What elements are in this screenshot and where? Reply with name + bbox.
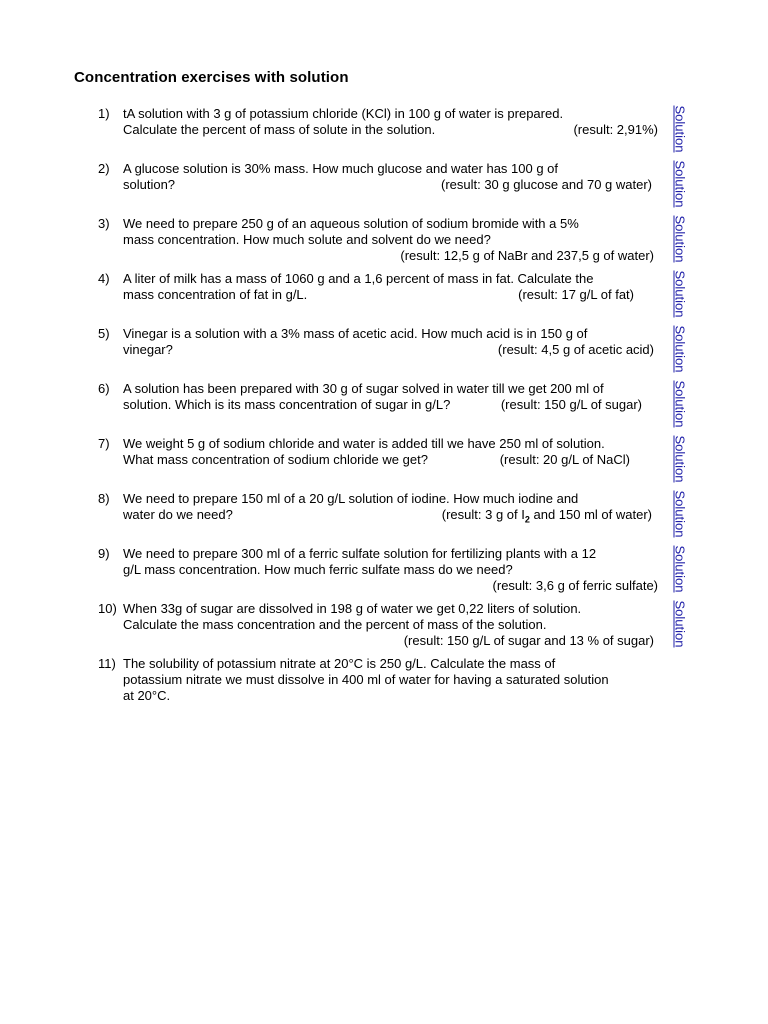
solution-link-5[interactable]: Solution xyxy=(672,325,688,373)
exercise-result: (result: 17 g/L of fat) xyxy=(518,287,634,302)
exercise-text: The solubility of potassium nitrate at 20°C is 250 g/L. Calculate the mass of xyxy=(123,656,556,671)
exercise-result: (result: 150 g/L of sugar) xyxy=(500,397,642,412)
exercise-result: (result: 2,91%) xyxy=(573,122,658,137)
exercise-text: A glucose solution is 30% mass. How much glucose and water has 100 g of xyxy=(123,161,559,176)
exercise-8 xyxy=(98,491,658,528)
exercise-3 xyxy=(98,216,658,264)
exercise-number: 7) xyxy=(98,436,110,451)
solution-link-1[interactable]: Solution xyxy=(672,105,688,153)
exercise-text: solution? xyxy=(123,177,176,192)
solution-link-9[interactable]: Solution xyxy=(672,545,688,593)
exercise-number: 3) xyxy=(98,216,110,231)
solution-link-7[interactable]: Solution xyxy=(672,435,688,483)
exercise-result: (result: 20 g/L of NaCl) xyxy=(499,452,630,467)
exercise-number: 4) xyxy=(98,271,110,286)
exercise-number: 5) xyxy=(98,326,110,341)
solution-link-8[interactable]: Solution xyxy=(672,490,688,538)
exercise-text: We need to prepare 300 ml of a ferric sulfate solution for fertilizing plants with a 12 xyxy=(123,546,597,561)
exercise-number: 9) xyxy=(98,546,110,561)
exercise-text: We weight 5 g of sodium chloride and water is added till we have 250 ml of solution. xyxy=(123,436,605,451)
exercise-text: solution. Which is its mass concentration of sugar in g/L? xyxy=(123,397,451,412)
exercise-text: When 33g of sugar are dissolved in 198 g of water we get 0,22 liters of solution. xyxy=(123,601,582,616)
exercise-text: We need to prepare 250 g of an aqueous solution of sodium bromide with a 5% xyxy=(123,216,579,231)
solution-link-2[interactable]: Solution xyxy=(672,160,688,208)
exercise-text: Vinegar is a solution with a 3% mass of acetic acid. How much acid is in 150 g of xyxy=(123,326,588,341)
exercise-text: at 20°C. xyxy=(123,688,171,703)
exercise-number: 1) xyxy=(98,106,110,121)
exercise-text: tA solution with 3 g of potassium chloride (KCl) in 100 g of water is prepared. xyxy=(123,106,564,121)
exercise-text: We need to prepare 150 ml of a 20 g/L solution of iodine. How much iodine and xyxy=(123,491,579,506)
exercise-result: (result: 4,5 g of acetic acid) xyxy=(497,342,654,357)
exercise-1 xyxy=(98,106,658,138)
page-title: Concentration exercises with solution xyxy=(74,69,349,86)
exercise-text: Calculate the percent of mass of solute in the solution. xyxy=(123,122,436,137)
exercise-11 xyxy=(98,656,658,704)
solution-link-6[interactable]: Solution xyxy=(672,380,688,428)
solution-link-10[interactable]: Solution xyxy=(672,600,688,648)
exercise-result: (result: 150 g/L of sugar and 13 % of sugar) xyxy=(403,633,654,648)
exercise-result: (result: 12,5 g of NaBr and 237,5 g of water) xyxy=(400,248,654,263)
exercise-text: potassium nitrate we must dissolve in 400 ml of water for having a saturated solution xyxy=(123,672,609,687)
exercise-text: Calculate the mass concentration and the percent of mass of the solution. xyxy=(123,617,547,632)
exercise-text: water do we need? xyxy=(123,507,233,522)
exercise-2 xyxy=(98,161,658,193)
exercise-text: g/L mass concentration. How much ferric sulfate mass do we need? xyxy=(123,562,513,577)
exercise-result: (result: 3,6 g of ferric sulfate) xyxy=(492,578,658,593)
exercise-number: 8) xyxy=(98,491,110,506)
exercise-5 xyxy=(98,326,658,358)
exercise-result: (result: 30 g glucose and 70 g water) xyxy=(440,177,652,192)
exercise-number: 6) xyxy=(98,381,110,396)
solution-link-4[interactable]: Solution xyxy=(672,270,688,318)
exercise-number: 11) xyxy=(98,656,116,671)
exercise-4 xyxy=(98,271,658,303)
exercise-text: A liter of milk has a mass of 1060 g and a 1,6 percent of mass in fat. Calculate the xyxy=(123,271,594,286)
exercise-result: (result: 3 g of $I_2$ and 150 ml of water) xyxy=(441,507,652,525)
exercise-10 xyxy=(98,601,658,649)
exercise-text: mass concentration of fat in g/L. xyxy=(123,287,308,302)
exercise-9 xyxy=(98,546,658,594)
exercise-7 xyxy=(98,436,658,468)
exercise-number: 2) xyxy=(98,161,110,176)
solution-links-column xyxy=(672,104,688,664)
exercise-text: vinegar? xyxy=(123,342,173,357)
exercise-text: What mass concentration of sodium chloride we get? xyxy=(123,452,428,467)
exercise-6 xyxy=(98,381,658,413)
exercise-number: 10) xyxy=(98,601,117,616)
exercise-text: mass concentration. How much solute and solvent do we need? xyxy=(123,232,491,247)
exercise-text: A solution has been prepared with 30 g of sugar solved in water till we get 200 ml of xyxy=(123,381,604,396)
solution-link-3[interactable]: Solution xyxy=(672,215,688,263)
